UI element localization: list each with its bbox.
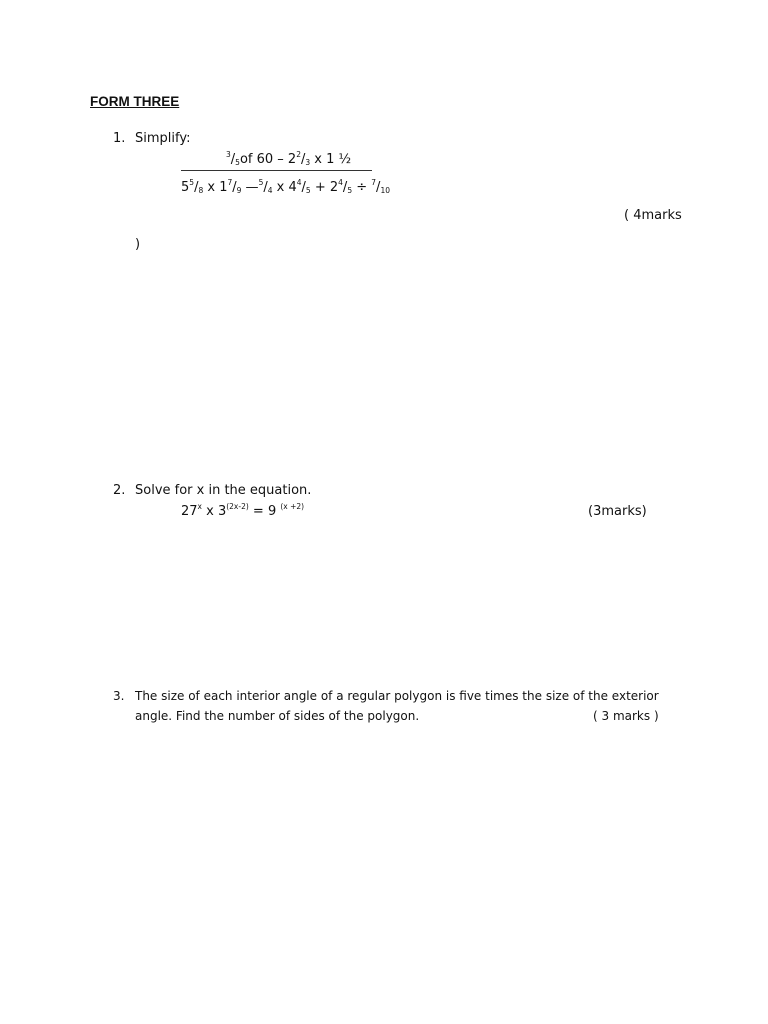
q3-line2: angle. Find the number of sides of the polygon. xyxy=(135,709,420,723)
q2-prompt: Solve for x in the equation. xyxy=(135,483,312,498)
q1-marks-close: ) xyxy=(135,237,141,252)
q1-numerator: $^3/_5of$ $60 - 2^2/_3$ x 1 ½ xyxy=(226,150,352,167)
q1-denominator: $5^5/_8$ x $1^7/_9$ $—^5/_4$ x $4^4/_5 + 2^4/_5 \div ^7/_{10}$ xyxy=(181,178,390,195)
q3-line1: The size of each interior angle of a regular polygon is five times the size of the exterior xyxy=(135,689,659,703)
q1-number: 1. xyxy=(113,131,126,146)
q2-marks: (3marks) xyxy=(588,504,647,519)
q3-number: 3. xyxy=(113,689,125,703)
q1-marks: ( 4marks xyxy=(624,208,682,223)
q1-prompt: Simplify: xyxy=(135,131,191,146)
q2-number: 2. xyxy=(113,483,126,498)
q2-equation: 27$^x$ x $3^{(2x-2)} = 9$ $^{(x +2)}$ xyxy=(181,502,305,519)
q3-marks: ( 3 marks ) xyxy=(593,709,659,723)
page-heading: FORM THREE xyxy=(90,94,180,109)
q1-fraction-bar xyxy=(181,170,372,171)
